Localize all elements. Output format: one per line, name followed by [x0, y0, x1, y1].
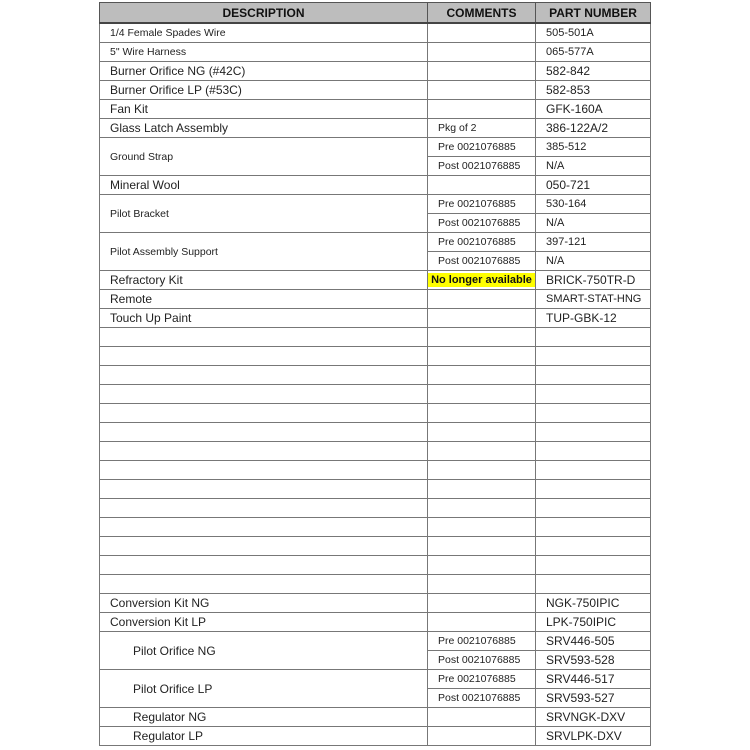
empty-cell — [536, 537, 651, 556]
table-row — [100, 271, 651, 290]
empty-cell — [100, 461, 428, 480]
empty-cell — [100, 366, 428, 385]
comment-cell: Pre 0021076885 — [428, 138, 536, 157]
empty-cell — [428, 461, 536, 480]
empty-cell — [100, 328, 428, 347]
comment-cell: Post 0021076885 — [428, 689, 536, 708]
empty-cell — [100, 518, 428, 537]
empty-cell — [100, 442, 428, 461]
part-number-cell: SRV446-505 — [536, 632, 651, 651]
part-number-cell: N/A — [536, 252, 651, 271]
comment-cell — [428, 271, 536, 290]
empty-cell — [428, 366, 536, 385]
availability-warning: No longer available — [428, 273, 535, 287]
table-row — [100, 632, 651, 651]
empty-cell — [100, 537, 428, 556]
table-row — [100, 62, 651, 81]
empty-cell — [536, 385, 651, 404]
part-number-cell: BRICK-750TR-D — [536, 271, 651, 290]
part-number-cell: GFK-160A — [536, 100, 651, 119]
table-row — [100, 708, 651, 727]
part-number-cell: NGK-750IPIC — [536, 594, 651, 613]
part-number-cell: LPK-750IPIC — [536, 613, 651, 632]
part-number-cell: SRV593-527 — [536, 689, 651, 708]
description-cell: Burner Orifice LP (#53C) — [100, 81, 428, 100]
comment-cell — [428, 100, 536, 119]
description-cell: Regulator LP — [100, 727, 428, 746]
empty-cell — [100, 423, 428, 442]
empty-cell — [428, 480, 536, 499]
empty-cell — [536, 404, 651, 423]
comment-cell — [428, 309, 536, 328]
empty-cell — [428, 404, 536, 423]
empty-cell — [428, 499, 536, 518]
table-row — [100, 233, 651, 252]
comment-cell: Pkg of 2 — [428, 119, 536, 138]
comment-cell: Pre 0021076885 — [428, 632, 536, 651]
empty-row — [100, 404, 651, 423]
comment-cell — [428, 43, 536, 62]
part-number-cell: 065-577A — [536, 43, 651, 62]
description-cell: Pilot Orifice NG — [100, 632, 428, 670]
empty-cell — [428, 518, 536, 537]
comment-cell: Pre 0021076885 — [428, 233, 536, 252]
part-number-cell: SRVLPK-DXV — [536, 727, 651, 746]
description-cell: Ground Strap — [100, 138, 428, 176]
description-cell: Burner Orifice NG (#42C) — [100, 62, 428, 81]
header-row — [100, 3, 651, 24]
table-row — [100, 195, 651, 214]
empty-cell — [536, 575, 651, 594]
empty-cell — [428, 442, 536, 461]
empty-cell — [428, 537, 536, 556]
description-cell: Touch Up Paint — [100, 309, 428, 328]
description-cell: Refractory Kit — [100, 271, 428, 290]
empty-row — [100, 537, 651, 556]
empty-cell — [100, 499, 428, 518]
table-row — [100, 727, 651, 746]
part-number-cell: SRV593-528 — [536, 651, 651, 670]
comment-cell — [428, 81, 536, 100]
description-cell: Regulator NG — [100, 708, 428, 727]
comment-cell: Post 0021076885 — [428, 157, 536, 176]
comment-cell — [428, 708, 536, 727]
table-row — [100, 290, 651, 309]
empty-cell — [100, 556, 428, 575]
description-cell: Fan Kit — [100, 100, 428, 119]
part-number-cell: 385-512 — [536, 138, 651, 157]
empty-cell — [428, 347, 536, 366]
table-row — [100, 670, 651, 689]
description-cell: Pilot Orifice LP — [100, 670, 428, 708]
description-cell: 5" Wire Harness — [100, 43, 428, 62]
comment-cell — [428, 290, 536, 309]
description-cell: Mineral Wool — [100, 176, 428, 195]
empty-cell — [536, 442, 651, 461]
empty-cell — [100, 347, 428, 366]
part-number-cell: 386-122A/2 — [536, 119, 651, 138]
empty-cell — [100, 404, 428, 423]
part-number-cell: SRV446-517 — [536, 670, 651, 689]
comment-cell — [428, 23, 536, 43]
part-number-cell: 397-121 — [536, 233, 651, 252]
part-number-cell: 530-164 — [536, 195, 651, 214]
empty-row — [100, 366, 651, 385]
table-row — [100, 176, 651, 195]
empty-cell — [428, 575, 536, 594]
empty-cell — [100, 575, 428, 594]
table-row — [100, 119, 651, 138]
empty-row — [100, 442, 651, 461]
table-row — [100, 23, 651, 43]
comment-cell — [428, 727, 536, 746]
empty-cell — [536, 423, 651, 442]
part-number-cell: SRVNGK-DXV — [536, 708, 651, 727]
empty-cell — [428, 423, 536, 442]
table-row — [100, 613, 651, 632]
description-cell: Pilot Assembly Support — [100, 233, 428, 271]
table-row — [100, 43, 651, 62]
empty-cell — [536, 347, 651, 366]
parts-sheet — [99, 2, 650, 746]
empty-row — [100, 499, 651, 518]
comment-cell: Post 0021076885 — [428, 214, 536, 233]
comment-cell — [428, 594, 536, 613]
empty-cell — [536, 480, 651, 499]
comments-header: COMMENTS — [428, 3, 536, 24]
part-number-cell: 050-721 — [536, 176, 651, 195]
part-number-cell: N/A — [536, 157, 651, 176]
description-cell: 1/4 Female Spades Wire — [100, 23, 428, 43]
table-row — [100, 100, 651, 119]
empty-cell — [536, 518, 651, 537]
empty-cell — [536, 366, 651, 385]
comment-cell — [428, 62, 536, 81]
part-number-cell: SMART-STAT-HNG — [536, 290, 651, 309]
table-row — [100, 594, 651, 613]
empty-cell — [100, 385, 428, 404]
empty-row — [100, 423, 651, 442]
description-header: DESCRIPTION — [100, 3, 428, 24]
part-number-cell: 582-842 — [536, 62, 651, 81]
empty-cell — [536, 556, 651, 575]
empty-row — [100, 385, 651, 404]
empty-row — [100, 347, 651, 366]
empty-row — [100, 575, 651, 594]
description-cell: Conversion Kit LP — [100, 613, 428, 632]
empty-cell — [536, 328, 651, 347]
empty-cell — [428, 385, 536, 404]
empty-cell — [428, 556, 536, 575]
part-number-cell: N/A — [536, 214, 651, 233]
part-number-cell: 582-853 — [536, 81, 651, 100]
description-cell: Glass Latch Assembly — [100, 119, 428, 138]
empty-row — [100, 480, 651, 499]
part-number-cell: 505-501A — [536, 23, 651, 43]
empty-row — [100, 461, 651, 480]
parts-table — [99, 2, 651, 746]
comment-cell — [428, 176, 536, 195]
table-row — [100, 309, 651, 328]
empty-cell — [536, 461, 651, 480]
description-cell: Remote — [100, 290, 428, 309]
comment-cell — [428, 613, 536, 632]
comment-cell: Post 0021076885 — [428, 252, 536, 271]
table-row — [100, 138, 651, 157]
table-row — [100, 81, 651, 100]
empty-cell — [536, 499, 651, 518]
empty-row — [100, 556, 651, 575]
empty-row — [100, 518, 651, 537]
comment-cell: Pre 0021076885 — [428, 670, 536, 689]
blank-rows — [100, 328, 651, 594]
empty-row — [100, 328, 651, 347]
empty-cell — [428, 328, 536, 347]
comment-cell: Pre 0021076885 — [428, 195, 536, 214]
empty-cell — [100, 480, 428, 499]
description-cell: Conversion Kit NG — [100, 594, 428, 613]
comment-cell: Post 0021076885 — [428, 651, 536, 670]
description-cell: Pilot Bracket — [100, 195, 428, 233]
part-number-header: PART NUMBER — [536, 3, 651, 24]
part-number-cell: TUP-GBK-12 — [536, 309, 651, 328]
